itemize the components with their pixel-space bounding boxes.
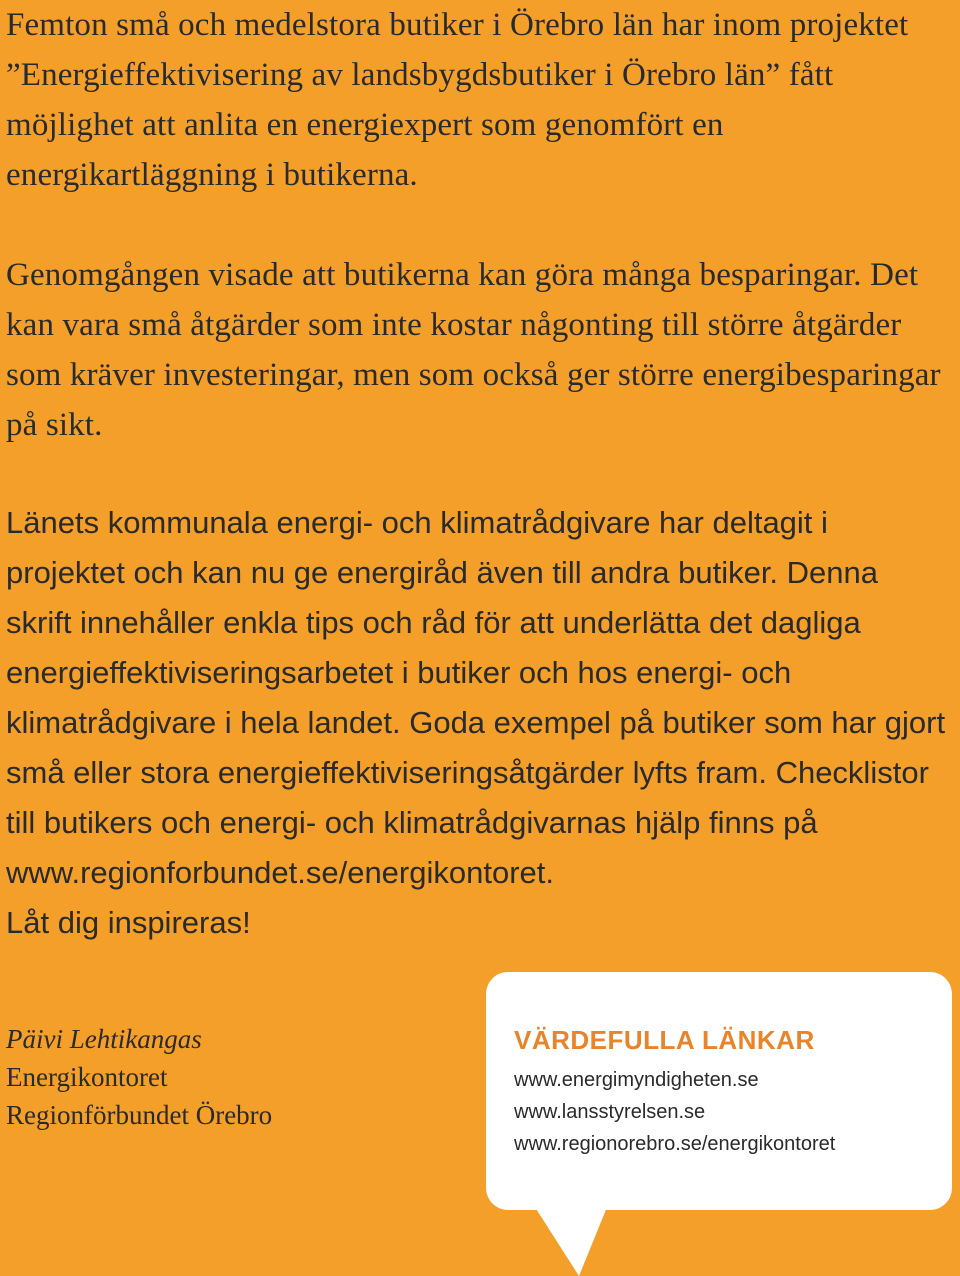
signature-name: Päivi Lehtikangas: [6, 1024, 202, 1054]
speech-bubble-tail: [524, 1190, 614, 1276]
intro-paragraph-1: Femton små och medelstora butiker i Örebro län har inom projektet ”Energieffektivisering av landsbygdsbutiker i Örebro län” fått möjlighet att anlita en energiexpert som genomfört en energikartläggning i butikerna.: [6, 7, 909, 193]
links-list: [514, 1064, 835, 1160]
closing-line: Låt dig inspireras!: [6, 905, 251, 940]
signature-org-2: Regionförbundet Örebro: [6, 1100, 273, 1130]
link-energimyndigheten[interactable]: www.energimyndigheten.se: [514, 1069, 759, 1091]
body-text: [6, 498, 946, 948]
intro-text: [6, 0, 946, 500]
links-title: VÄRDEFULLA LÄNKAR: [514, 1025, 815, 1055]
link-lansstyrelsen[interactable]: www.lansstyrelsen.se: [514, 1101, 706, 1123]
signature: [6, 1020, 272, 1134]
body-paragraph: Länets kommunala energi- och klimatrådgivare har deltagit i projektet och kan nu ge energiråd även till andra butiker. Denna skrift innehåller enkla tips och råd för att underlätta det dagliga energieffektiviseringsarbetet i butiker och hos energi- och klimatrådgivare i hela landet. Goda exempel på butiker som har gjort små eller stora energieffektiviseringsåtgärder lyfts fram. Checklistor till butikers och energi- och klimatrådgivarnas hjälp finns på www.regionforbundet.se/energikontoret.: [6, 505, 946, 890]
signature-org-1: Energikontoret: [6, 1062, 168, 1092]
intro-paragraph-2: Genomgången visade att butikerna kan göra många besparingar. Det kan vara små åtgärder som inte kostar någonting till större åtgärder som kräver investeringar, men som också ger större energibesparingar på sikt.: [6, 257, 941, 443]
valuable-links: [514, 1022, 835, 1160]
link-regionorebro[interactable]: www.regionorebro.se/energikontoret: [514, 1133, 836, 1155]
